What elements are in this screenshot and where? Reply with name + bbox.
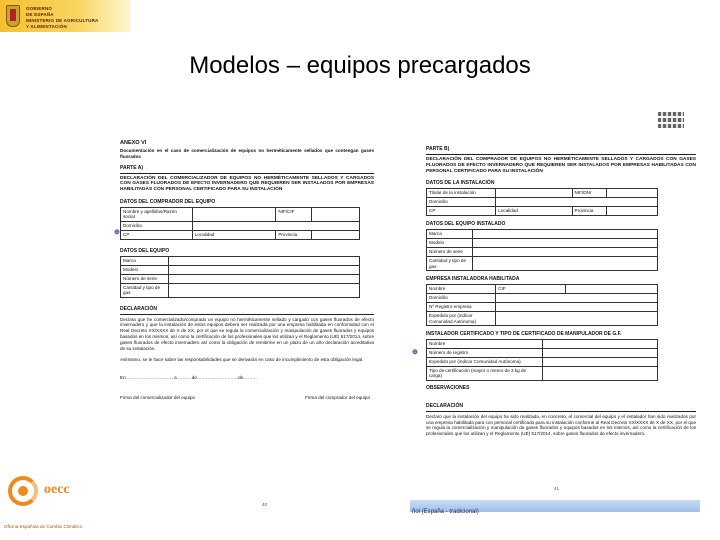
slide-title: Modelos – equipos precargados [189, 52, 531, 79]
field-value[interactable] [312, 207, 360, 221]
field-label: Marca [427, 230, 473, 239]
field-value[interactable] [192, 207, 276, 221]
ministry-line: DE ESPAÑA [26, 12, 54, 17]
part-label: PARTE B) [426, 146, 450, 152]
logo-wordmark: oecc [44, 482, 70, 497]
table-row [427, 367, 658, 381]
field-value[interactable] [496, 303, 658, 312]
collapse-marker-icon: ⊕ [412, 349, 418, 356]
field-label: Titular de la instalación [427, 189, 496, 198]
field-label: NIF/CIF [276, 207, 312, 221]
field-label: Provincia [572, 207, 607, 216]
buyer-signature-label: Firma del comprador del equipo [305, 394, 370, 400]
installed-equipment-section-title: DATOS DEL EQUIPO INSTALADO [426, 221, 506, 228]
table-row [427, 312, 658, 326]
field-label: Expedido por (indicar Comunidad Autónoma) [427, 358, 543, 367]
table-row [121, 256, 360, 265]
installed-equipment-table [426, 229, 658, 271]
field-label: Nombre y apellidos/Razón social [121, 207, 193, 221]
equipment-section-title: DATOS DEL EQUIPO [120, 247, 170, 254]
installer-section-title: INSTALADOR CERTIFICADO Y TIPO DE CERTIFICADO DE MANIPULADOR DE G.F. [426, 331, 622, 338]
field-label: Domicilio [121, 221, 193, 230]
field-label: CP [427, 207, 496, 216]
table-row [427, 358, 658, 367]
ministry-crest-icon [658, 112, 684, 134]
annex-heading: ANEXO VI [120, 140, 147, 146]
table-row [121, 230, 360, 239]
seller-signature-label: Firma del comercializador del equipo [120, 394, 196, 400]
installer-table [426, 339, 658, 381]
table-row [121, 283, 360, 297]
table-row [427, 349, 658, 358]
field-value[interactable] [168, 283, 359, 297]
page-number: 40 [262, 502, 268, 507]
buyer-section-title: DATOS DEL COMPRADOR DEL EQUIPO [120, 198, 216, 205]
annex-part-b-document [420, 140, 696, 518]
part-label: PARTE A) [120, 164, 144, 171]
field-value[interactable] [312, 230, 360, 239]
field-label: Provincia [276, 230, 312, 239]
declaration-heading: DECLARACIÓN DEL COMPRADOR DE EQUIPOS NO HERMÉTICAMENTE SELLADOS Y CARGADOS CON GASES FLUORADOS DE EFECTO INVERNADERO QUE REQUIEREN SER INSTALADOS POR EMPRESAS HABILITADAS CON PERSONAL CERTIFICADO PARA SU INSTALACIÓN [426, 157, 696, 174]
buyer-table [120, 207, 360, 240]
field-label: NIF/DNI [572, 189, 607, 198]
field-label: Domicilio [427, 294, 496, 303]
field-value[interactable] [168, 274, 359, 283]
field-label: Número de serie [121, 274, 169, 283]
language-label: ñol (España - tradicional) [412, 509, 479, 515]
field-label: Domicilio [427, 198, 496, 207]
field-label: Marca [121, 256, 169, 265]
field-label: Localidad [192, 230, 276, 239]
field-value[interactable] [192, 221, 359, 230]
field-value[interactable] [473, 248, 658, 257]
field-label: CP [121, 230, 193, 239]
field-value[interactable] [168, 256, 359, 265]
field-value[interactable] [542, 358, 658, 367]
ministry-line: GOBIERNO [26, 6, 53, 11]
sun-ring-icon [8, 476, 38, 506]
field-label: Modelo [427, 239, 473, 248]
field-label: Modelo [121, 265, 169, 274]
table-row [427, 239, 658, 248]
field-label: Nombre [427, 340, 543, 349]
table-row [121, 221, 360, 230]
company-section-title: EMPRESA INSTALADORA HABILITADA [426, 276, 520, 283]
declaration-section-title: DECLARACIÓN [120, 305, 157, 312]
ministry-header [0, 0, 130, 32]
field-label: Número de registro [427, 349, 543, 358]
installation-section-title: DATOS DE LA INSTALACIÓN [426, 180, 495, 187]
table-row [121, 274, 360, 283]
field-label: Cantidad y tipo de gas [121, 283, 169, 297]
field-value[interactable] [542, 349, 658, 358]
field-value[interactable] [496, 294, 658, 303]
place-date-line: En…………………………, a ………de………………………de……… [120, 375, 258, 381]
annex-subtitle: Documentación en el caso de comercialización de equipos no herméticamente sellados que contengan gases fluorados [120, 148, 374, 159]
field-value[interactable] [565, 285, 657, 294]
company-table [426, 284, 658, 326]
ministry-line: MINISTERIO DE AGRICULTURA [26, 18, 99, 23]
table-row [427, 303, 658, 312]
page-number: 41 [554, 486, 560, 491]
field-value[interactable] [607, 207, 658, 216]
field-value[interactable] [542, 367, 658, 381]
field-value[interactable] [542, 340, 658, 349]
oecc-logo [0, 470, 110, 540]
field-label: CIF [496, 285, 565, 294]
field-label: Expedido por (indicar Comunidad Autónoma) [427, 312, 496, 326]
installation-table [426, 188, 658, 216]
table-row [427, 248, 658, 257]
observations-title: OBSERVACIONES [426, 384, 470, 391]
field-value[interactable] [473, 257, 658, 271]
field-value[interactable] [473, 230, 658, 239]
table-row [427, 230, 658, 239]
field-label: Localidad [496, 207, 572, 216]
field-value[interactable] [473, 239, 658, 248]
field-value[interactable] [607, 189, 658, 198]
field-label: Tipo de certificación (mayor o menor de 3 kg de carga) [427, 367, 543, 381]
field-label: Nº Registro empresa [427, 303, 496, 312]
declaration-text: Declaro que la instalación del equipo ha sido realizada, en concreto, el comercial del equipo y el instalador han sido realizados por una empresa habilitada para con personal certificado para su instalación conforme al Real Decreto XX/XXXX de X de XX, por el que se regula la comercialización y manipulación de gases fluorados y equipos basados en los mismos, así como la certificación de los profesionales que los utilizan y el Reglamento (UE) 517/2014, sobre gases fluorados de efecto invernadero. [426, 413, 696, 437]
declaration-section-title: DECLARACIÓN [426, 402, 463, 409]
field-value[interactable] [168, 265, 359, 274]
table-row [427, 257, 658, 271]
table-row [121, 265, 360, 274]
ministry-name [26, 6, 99, 30]
declaration-heading: DECLARACIÓN DEL COMERCIALIZADOR DE EQUIPOS NO HERMÉTICAMENTE SELLADOS Y CARGADOS CON GASES FLUORADOS DE EFECTO INVERNADERO QUE REQUIEREN SER INSTALADOS POR EMPRESAS HABILITADAS CON PERSONAL CERTIFICADO PARA SU INSTALACIÓN [120, 175, 374, 193]
table-row [427, 207, 658, 216]
coat-of-arms-icon [6, 5, 20, 27]
language-status-bar[interactable] [410, 500, 700, 515]
table-row [427, 340, 658, 349]
field-value[interactable] [496, 189, 572, 198]
field-label: Nombre [427, 285, 496, 294]
field-label: Cantidad y tipo de gas [427, 257, 473, 271]
field-label: Número de serie [427, 248, 473, 257]
declaration-text: Declara que he comercializado/comprado un equipo no herméticamente sellado y cargado con gases fluorados de efecto invernadero y que la instalación de estos equipos deberá ser realizada por una empresa habilitada en conformidad con el Real Decreto XX/XXXX de X de XX, por el que se regula la comercialización y manipulación de gases fluorados y equipos basados en los mismos, así como la certificación de los profesionales que los utilizan y el Reglamento (UE) 517/2014, sobre gases fluorados de efecto invernadero así como la obligación de remitirme en un plazo de un año declaración acreditativa de su instalación. [120, 316, 374, 351]
equipment-table [120, 256, 360, 298]
field-value[interactable] [496, 312, 658, 326]
table-row [427, 198, 658, 207]
annex-part-a-document [112, 140, 374, 518]
table-row [427, 294, 658, 303]
logo-subtitle: Oficina Española de Cambio Climático [4, 524, 83, 529]
table-row [427, 285, 658, 294]
table-row [121, 207, 360, 221]
table-row [427, 189, 658, 198]
ministry-line: Y ALIMENTACIÓN [26, 24, 67, 29]
field-value[interactable] [496, 198, 658, 207]
asimismo-text: Asimismo, se le hace saber las responsabilidades que se derivarán en caso de incumplimiento de esta obligación legal. [120, 357, 364, 363]
collapse-marker-icon: ⊕ [114, 229, 120, 236]
